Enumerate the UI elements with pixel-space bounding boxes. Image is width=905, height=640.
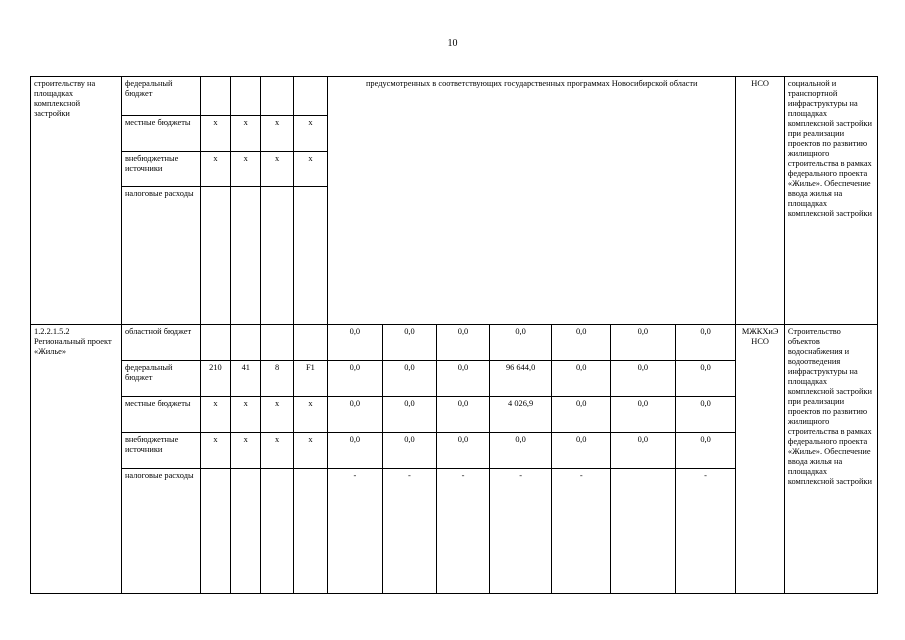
value-cell: 0,0 <box>437 433 490 469</box>
value-cell: 0,0 <box>328 397 383 433</box>
value-cell: 0,0 <box>382 325 437 361</box>
code-cell <box>261 187 293 325</box>
code-cell: x <box>261 116 293 152</box>
code-cell: x <box>200 116 230 152</box>
value-cell: 0,0 <box>675 433 736 469</box>
code-cell: x <box>293 116 327 152</box>
code-cell: 41 <box>231 361 261 397</box>
executor: НСО <box>736 77 785 325</box>
funding-source: областной бюджет <box>121 325 200 361</box>
value-cell: 96 644,0 <box>489 361 552 397</box>
code-cell: x <box>293 397 327 433</box>
code-cell <box>261 325 293 361</box>
expected-result: социальной и транспортной инфраструктуры на площадках комплексной застройки при реализации проектов по развитию жилищного строительства в рамках федерального проекта «Жилье». Обеспечение ввода жилья на площадках комплексной застройки <box>784 77 877 325</box>
value-cell: - <box>552 469 611 594</box>
code-cell <box>231 469 261 594</box>
code-cell: x <box>261 152 293 187</box>
funding-source: внебюджетные источники <box>121 152 200 187</box>
code-cell <box>293 469 327 594</box>
code-cell <box>231 77 261 116</box>
code-cell <box>200 469 230 594</box>
code-cell <box>293 325 327 361</box>
code-cell: x <box>261 397 293 433</box>
expected-result: Строительство объектов водоснабжения и водоотведения инфраструктуры на площадках комплексной застройки при реализации проектов по развитию жилищного строительства в рамках федерального проекта «Жилье». Обеспечение ввода жилья на площадках комплексной застройки <box>784 325 877 594</box>
value-cell: 0,0 <box>611 361 676 397</box>
code-cell <box>261 77 293 116</box>
funding-source: федеральный бюджет <box>121 77 200 116</box>
value-cell: 0,0 <box>552 325 611 361</box>
code-cell <box>293 77 327 116</box>
code-cell <box>200 325 230 361</box>
code-cell: F1 <box>293 361 327 397</box>
code-cell: x <box>293 433 327 469</box>
code-cell: 8 <box>261 361 293 397</box>
value-cell: 0,0 <box>382 433 437 469</box>
value-cell: 4 026,9 <box>489 397 552 433</box>
funding-source: налоговые расходы <box>121 469 200 594</box>
code-cell: x <box>200 152 230 187</box>
code-cell <box>200 77 230 116</box>
value-cell: 0,0 <box>611 397 676 433</box>
code-cell: x <box>231 433 261 469</box>
code-cell <box>231 325 261 361</box>
code-cell: x <box>293 152 327 187</box>
value-cell: 0,0 <box>489 433 552 469</box>
value-cell: 0,0 <box>437 397 490 433</box>
code-cell: x <box>261 433 293 469</box>
value-cell: - <box>675 469 736 594</box>
value-cell: 0,0 <box>611 325 676 361</box>
page-number: 10 <box>447 38 458 49</box>
value-cell: 0,0 <box>328 325 383 361</box>
funding-source: местные бюджеты <box>121 397 200 433</box>
table-row <box>31 325 878 361</box>
value-cell: 0,0 <box>552 433 611 469</box>
value-cell: - <box>328 469 383 594</box>
event-name: 1.2.2.1.5.2 Региональный проект «Жилье» <box>31 325 122 594</box>
code-cell: x <box>231 397 261 433</box>
value-cell: 0,0 <box>328 361 383 397</box>
event-name: строительству на площадках комплексной застройки <box>31 77 122 325</box>
code-cell: x <box>231 152 261 187</box>
value-cell: 0,0 <box>675 325 736 361</box>
code-cell: x <box>231 116 261 152</box>
code-cell <box>231 187 261 325</box>
code-cell <box>293 187 327 325</box>
funding-source: местные бюджеты <box>121 116 200 152</box>
table-row <box>31 77 878 116</box>
value-cell: 0,0 <box>675 397 736 433</box>
value-cell: 0,0 <box>489 325 552 361</box>
value-cell: 0,0 <box>675 361 736 397</box>
value-cell: 0,0 <box>328 433 383 469</box>
code-cell: x <box>200 433 230 469</box>
value-cell: 0,0 <box>611 433 676 469</box>
funding-source: налоговые расходы <box>121 187 200 325</box>
value-cell: 0,0 <box>437 325 490 361</box>
value-cell: 0,0 <box>552 361 611 397</box>
value-cell: 0,0 <box>382 361 437 397</box>
executor: МЖКХиЭ НСО <box>736 325 785 594</box>
funding-source: внебюджетные источники <box>121 433 200 469</box>
value-cell <box>611 469 676 594</box>
code-cell: x <box>200 397 230 433</box>
value-cell: 0,0 <box>552 397 611 433</box>
financing-table <box>30 76 878 594</box>
value-cell: - <box>437 469 490 594</box>
code-cell: 210 <box>200 361 230 397</box>
value-cell: 0,0 <box>382 397 437 433</box>
value-cell: - <box>489 469 552 594</box>
code-cell <box>261 469 293 594</box>
funding-source: федеральный бюджет <box>121 361 200 397</box>
merged-note: предусмотренных в соответствующих государственных программах Новосибирской области <box>328 77 736 325</box>
code-cell <box>200 187 230 325</box>
value-cell: 0,0 <box>437 361 490 397</box>
value-cell: - <box>382 469 437 594</box>
